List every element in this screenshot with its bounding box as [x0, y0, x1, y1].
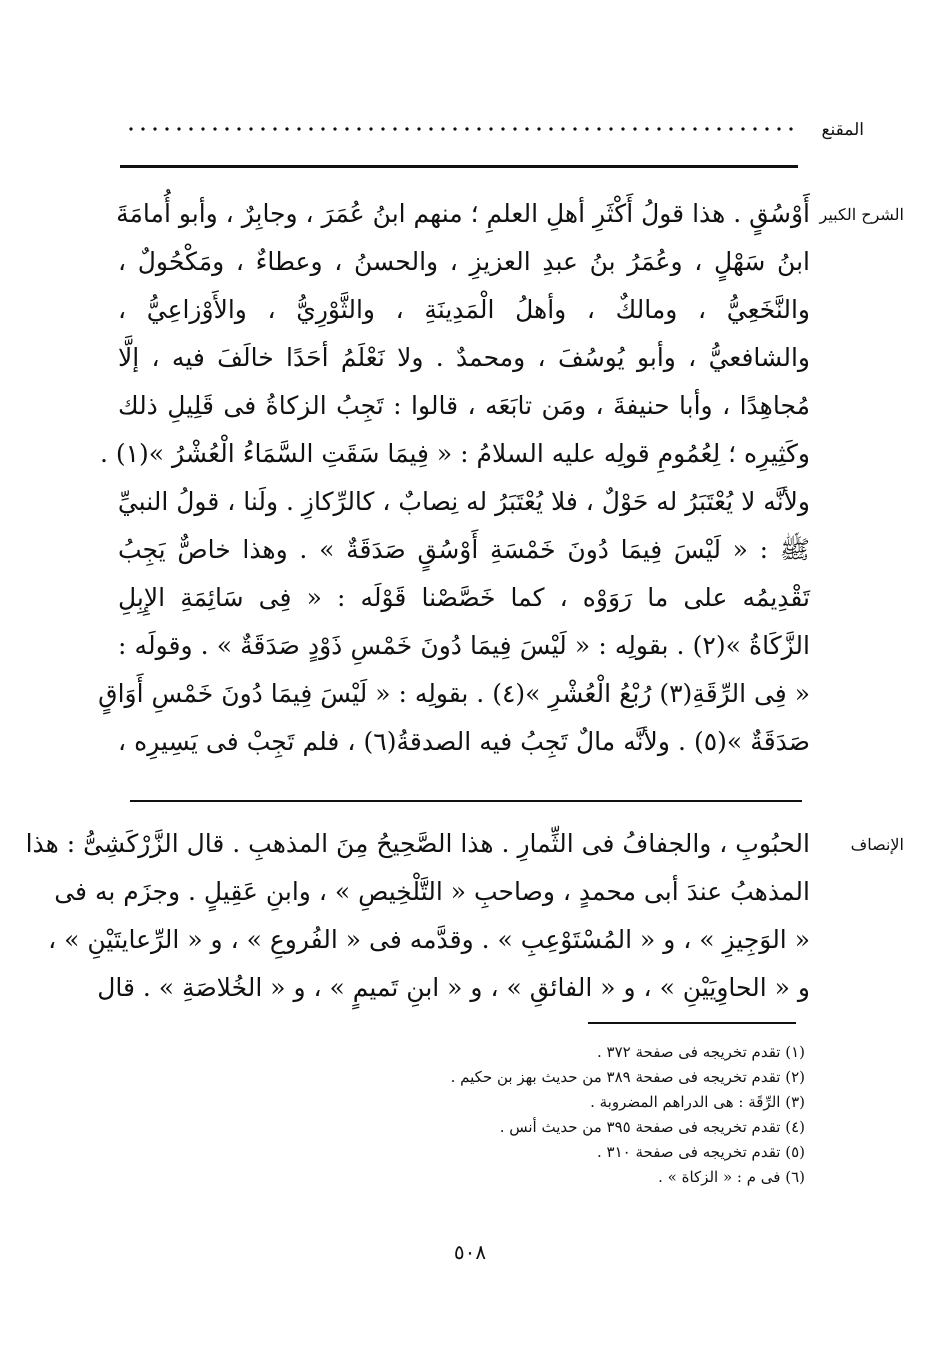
text-line: و « الحاوِيَيْنِ » ، و « الفائقِ » ، و « ابنِ تَميمٍ » ، و « الخُلاصَةِ » . قال	[97, 973, 810, 1002]
footnote: (٤) تقدم تخريجه فى صفحة ٣٩٥ من حديث أنس .	[499, 1118, 805, 1136]
text-line: ولأنَّه لا يُعْتَبَرُ له حَوْلٌ ، فلا يُعْتَبَرُ له نِصابٌ ، كالرِّكازِ . ولَنا ، قولُ النبيِّ	[117, 487, 810, 516]
footnote: (٦) فى م : « الزكاة » .	[658, 1168, 805, 1186]
text-line: أَوْسُقٍ . هذا قولُ أَكْثَرِ أهلِ العلمِ ؛ منهم ابنُ عُمَرَ ، وجابِرٌ ، وأبو أُمامَةَ	[116, 199, 810, 228]
text-line: ابنُ سَهْلٍ ، وعُمَرُ بنُ عبدِ العزيزِ ، والحسنُ ، وعطاءٌ ، ومَكْحُولٌ ،	[118, 247, 810, 276]
sharh-text-block	[98, 190, 810, 766]
footnote: (١) تقدم تخريجه فى صفحة ٣٧٢ .	[596, 1043, 805, 1061]
text-line: صَدَقَةٌ »(٥) . ولأنَّه مالٌ تَجِبُ فيه الصدقةُ(٦) ، فلم تَجِبْ فى يَسِيرِه ،	[118, 727, 810, 756]
running-header-title: المقنع	[821, 120, 864, 140]
footnotes	[205, 1040, 805, 1190]
text-line: المذهبُ عندَ أبى محمدٍ ، وصاحبِ « التَّلْخِيصِ » ، وابنِ عَقِيلٍ . وجزَم به فى	[54, 877, 810, 906]
text-line: « فِى الرِّقَةِ(٣) رُبْعُ الْعُشْرِ »(٤) . بقولِه : « لَيْسَ فِيمَا دُونَ خَمْسِ أَوَاقٍ	[98, 679, 810, 708]
text-line: وكَثِيرِه ؛ لِعُمُومِ قولِه عليه السلامُ : « فِيمَا سَقَتِ السَّمَاءُ الْعُشْرُ »(١) .	[99, 439, 810, 468]
header-rule	[120, 165, 798, 168]
footnote-rule	[588, 1022, 796, 1024]
section-divider	[130, 800, 802, 802]
footnote: (٥) تقدم تخريجه فى صفحة ٣١٠ .	[596, 1143, 805, 1161]
footnote: (٣) الرِّقَة : هى الدراهم المضروبة .	[590, 1093, 805, 1111]
text-line: الزَّكَاةُ »(٢) . بقولِه : « لَيْسَ فِيمَا دُونَ خَمْسِ ذَوْدٍ صَدَقَةٌ » . وقولَه :	[118, 631, 810, 660]
footnote: (٢) تقدم تخريجه فى صفحة ٣٨٩ من حديث بهز بن حكيم .	[450, 1068, 805, 1086]
header-dotted-leader	[125, 125, 795, 133]
insaf-text-block	[25, 820, 810, 1012]
page-number: ٥٠٨	[453, 1240, 487, 1264]
text-line: الحبُوبِ ، والجفافُ فى الثِّمارِ . هذا الصَّحِيحُ مِنَ المذهبِ . قال الزَّرْكَشِىُّ : هذا	[25, 829, 810, 858]
text-line: مُجاهِدًا ، وأبا حنيفةَ ، ومَن تابَعَه ، قالوا : تَجِبُ الزكاةُ فى قَلِيلِ ذلك	[118, 391, 810, 420]
text-line: والنَّخَعِيُّ ، ومالكٌ ، وأهلُ الْمَدِينَةِ ، والثَّوْرِيُّ ، والأَوْزاعِيُّ ،	[118, 295, 810, 324]
text-line: ﷺ : « لَيْسَ فِيمَا دُونَ خَمْسَةِ أَوْسُقٍ صَدَقَةٌ » . وهذا خاصٌّ يَجِبُ	[118, 535, 810, 564]
text-line: تَقْدِيمُه على ما رَوَوْه ، كما خَصَّصْنا قَوْلَه : « فِى سَائِمَةِ الإِبِلِ	[118, 583, 810, 612]
text-line: « الوَجِيزِ » ، و « المُسْتَوْعِبِ » . وقدَّمه فى « الفُروعِ » ، و « الرِّعايتَيْنِ » ،	[48, 925, 810, 954]
sharh-section-label: الشرح الكبير	[819, 205, 904, 224]
insaf-section-label: الإنصاف	[850, 835, 904, 854]
text-line: والشافعيُّ ، وأبو يُوسُفَ ، ومحمدٌ . ولا نَعْلَمُ أحَدًا خالَفَ فيه ، إلَّا	[118, 343, 810, 372]
